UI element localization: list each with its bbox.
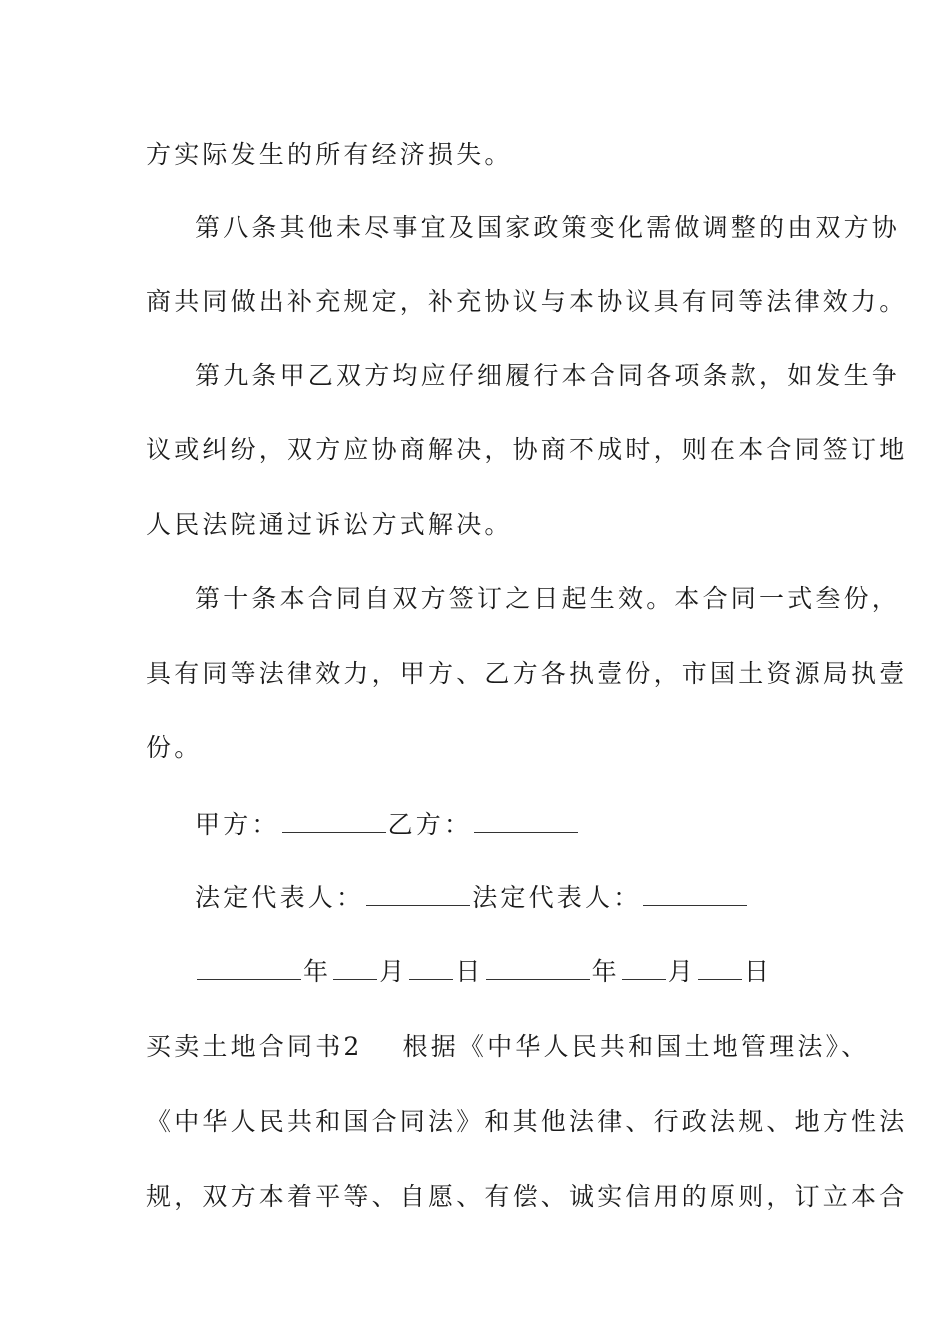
paragraph-line: 方实际发生的所有经济损失。 — [146, 140, 513, 169]
year-a-label: 年 — [303, 957, 332, 986]
rep-b-label: 法定代表人： — [472, 883, 642, 912]
paragraph-line: 人民法院通过诉讼方式解决。 — [146, 510, 513, 539]
party-a-blank — [282, 808, 386, 833]
section-line: 规，双方本着平等、自愿、有偿、诚实信用的原则，订立本合 — [146, 1182, 908, 1211]
paragraph-line: 商共同做出补充规定，补充协议与本协议具有同等法律效力。 — [146, 287, 908, 316]
date-line — [195, 955, 875, 989]
day-a-blank — [409, 955, 453, 980]
section-line: 根据《中华人民共和国土地管理法》、 — [402, 1032, 870, 1061]
rep-b-blank — [643, 881, 747, 906]
representative-signature-line — [195, 881, 875, 915]
year-b-blank — [486, 955, 590, 980]
day-b-label: 日 — [744, 957, 773, 986]
party-a-label: 甲方： — [195, 810, 280, 839]
paragraph-line: 第九条甲乙双方均应仔细履行本合同各项条款，如发生争 — [195, 361, 901, 390]
month-a-blank — [333, 955, 377, 980]
paragraph-line: 第十条本合同自双方签订之日起生效。本合同一式叁份， — [195, 584, 901, 613]
section-line: 《中华人民共和国合同法》和其他法律、行政法规、地方性法 — [146, 1107, 908, 1136]
day-b-blank — [698, 955, 742, 980]
rep-a-blank — [366, 881, 470, 906]
party-signature-line — [195, 808, 875, 842]
rep-a-label: 法定代表人： — [195, 883, 365, 912]
month-a-label: 月 — [379, 957, 408, 986]
paragraph-line: 议或纠纷，双方应协商解决，协商不成时，则在本合同签订地 — [146, 435, 908, 464]
day-a-label: 日 — [455, 957, 484, 986]
month-b-label: 月 — [667, 957, 697, 986]
year-b-label: 年 — [591, 957, 620, 986]
paragraph-line: 第八条其他未尽事宜及国家政策变化需做调整的由双方协 — [195, 213, 901, 242]
section-title: 买卖土地合同书2 — [146, 1032, 363, 1061]
paragraph-line: 具有同等法律效力，甲方、乙方各执壹份，市国土资源局执壹 — [146, 659, 908, 688]
year-a-blank — [197, 955, 301, 980]
paragraph-line: 份。 — [146, 733, 203, 762]
party-b-blank — [474, 808, 578, 833]
next-section-first-line — [146, 1030, 870, 1064]
party-b-label: 乙方： — [387, 810, 473, 839]
month-b-blank — [622, 955, 666, 980]
